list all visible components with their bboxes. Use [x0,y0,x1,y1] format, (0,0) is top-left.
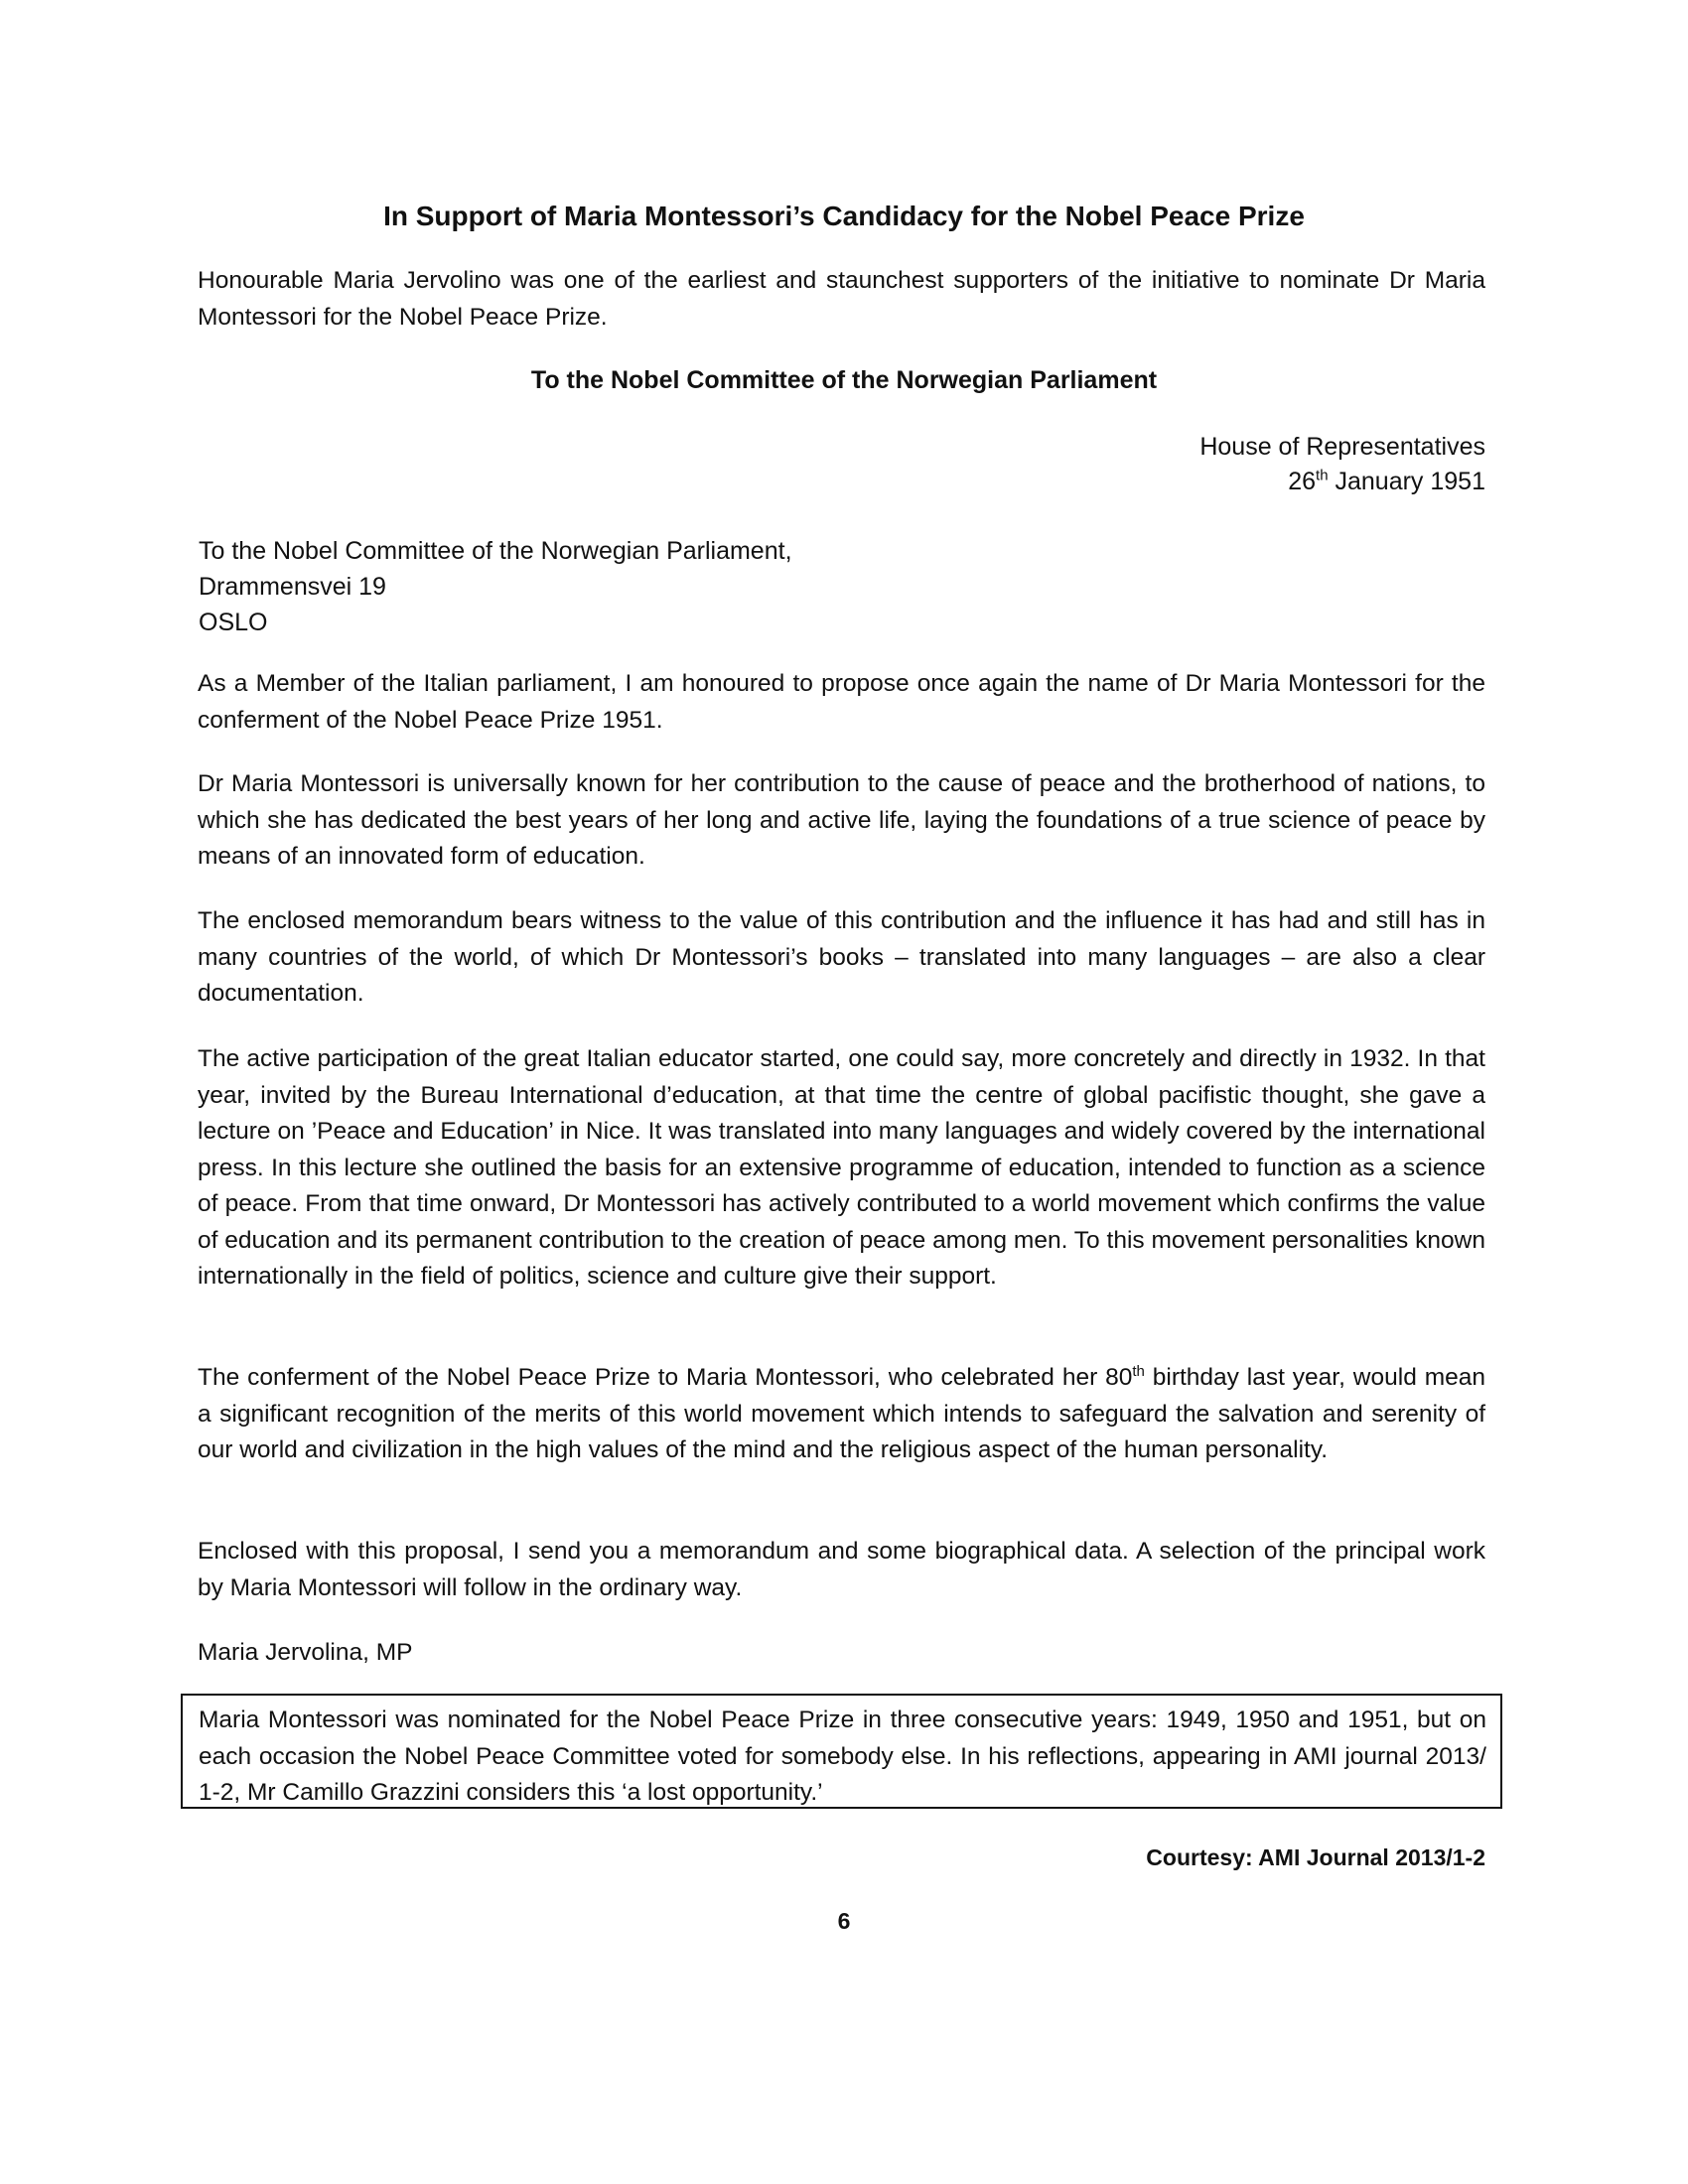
address-line-2: Drammensvei 19 [199,573,386,601]
date-day: 26 [1288,468,1317,495]
page-number: 6 [837,1908,851,1934]
paragraph-proposal: As a Member of the Italian parliament, I am honoured to propose once again the name of Dr Maria Montessori for the conferment of the Nobel Peace Prize 1951. [198,670,1485,734]
birthday-text-after: birthday last year, would mean a significant recognition of the merits of this world movement which intends to safeguard the salvation and serenity of our world and civilization in the high values of the mind and the religious aspect of the human personality. [198,1364,1485,1463]
note-text: Maria Montessori was nominated for the Nobel Peace Prize in three consecutive years: 1949, 1950 and 1951, but on each occasion the Nobel Peace Committee voted for somebody else. In his reflections, appearing in AMI journal 2013/ 1-2, Mr Camillo Grazzini considers this ‘a lost opportunity.’ [199,1706,1486,1806]
paragraph-contribution: Dr Maria Montessori is universally known for her contribution to the cause of peace and the brotherhood of nations, to which she has dedicated the best years of her long and active life, laying the foundations of a true science of peace by means of an innovated form of education. [198,770,1485,870]
letter-heading: To the Nobel Committee of the Norwegian Parliament [530,366,1158,394]
sender-block [1199,430,1485,499]
address-line-3: OSLO [199,609,268,636]
note-box [181,1694,1502,1809]
birthday-text-before: The conferment of the Nobel Peace Prize to Maria Montessori, who celebrated her 80 [198,1364,1133,1391]
signature: Maria Jervolina, MP [198,1639,413,1666]
birthday-suffix: th [1132,1362,1145,1380]
courtesy-credit: Courtesy: AMI Journal 2013/1-2 [1146,1844,1485,1870]
letter-date [1199,465,1485,499]
intro-paragraph: Honourable Maria Jervolino was one of the earliest and staunchest supporters of the initiative to nominate Dr Maria Montessori for the Nobel Peace Prize. [198,267,1485,331]
paragraph-enclosure: Enclosed with this proposal, I send you a memorandum and some biographical data. A selection of the principal work by Maria Montessori will follow in the ordinary way. [198,1538,1485,1601]
date-rest: January 1951 [1328,468,1485,495]
page-title: In Support of Maria Montessori’s Candidacy for the Nobel Peace Prize [383,201,1305,231]
date-suffix: th [1316,467,1329,484]
address-block [199,533,792,640]
address-line-1: To the Nobel Committee of the Norwegian Parliament, [199,537,792,565]
sender-institution: House of Representatives [1199,433,1485,461]
paragraph-birthday [198,1360,1485,1469]
paragraph-participation: The active participation of the great Italian educator started, one could say, more concretely and directly in 1932. In that year, invited by the Bureau International d’education, at that time the centre of global pacifistic thought, she gave a lecture on ’Peace and Education’ in Nice. It was translated into many languages and widely covered by the international press. In this lecture she outlined the basis for an extensive programme of education, intended to function as a science of peace. From that time onward, Dr Montessori has actively contributed to a world movement which confirms the value of education and its permanent contribution to the creation of peace among men. To this movement personalities known internationally in the field of politics, science and culture give their support. [198,1045,1485,1290]
paragraph-memorandum: The enclosed memorandum bears witness to the value of this contribution and the influence it has had and still has in many countries of the world, of which Dr Montessori’s books – translated into many languages – are also a clear documentation. [198,907,1485,1007]
